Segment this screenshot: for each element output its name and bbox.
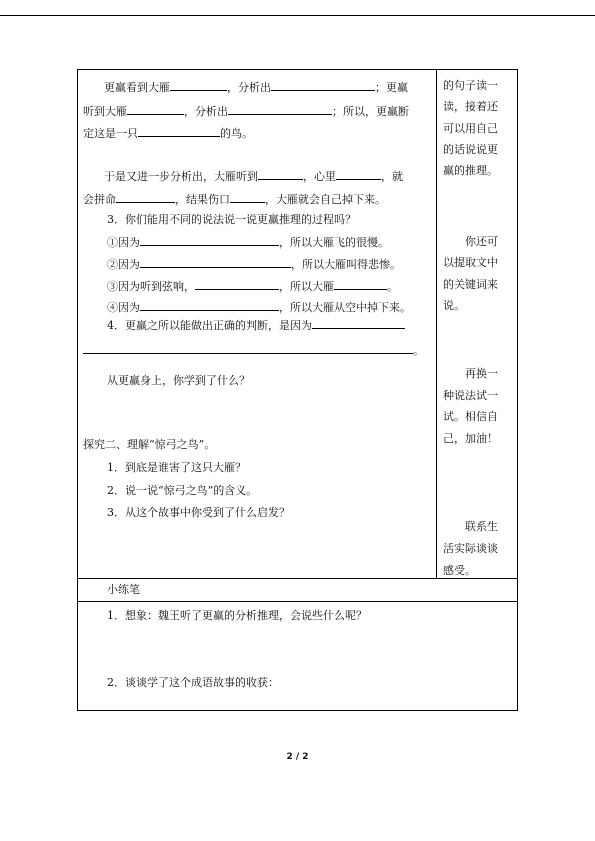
side-note-3-line: 己，加油！ xyxy=(443,432,498,445)
side-note-1-line: 的话说说更 xyxy=(443,143,498,156)
side-note-3-line: 再换一 xyxy=(465,367,498,380)
side-note-1-line: 羸的推理。 xyxy=(443,164,498,177)
answer-blank[interactable] xyxy=(140,256,291,268)
answer-blank[interactable] xyxy=(140,299,279,311)
answer-blank[interactable] xyxy=(140,234,279,246)
side-note-3-line: 种说法试一 xyxy=(443,389,498,402)
side-note-1-line: 的句子读一 xyxy=(443,79,498,92)
side-note-1-line: 读，接着还 xyxy=(443,100,498,113)
explore-2-title: 探究二、理解“惊弓之鸟”。 xyxy=(83,438,216,451)
side-note-3-line: 试。相信自 xyxy=(443,410,498,423)
explore-question-2: 2．说一说“惊弓之鸟”的含义。 xyxy=(107,484,258,497)
reasoning-line-4: ④因为 ，所以大雁从空中掉下来。 xyxy=(107,301,411,314)
answer-blank[interactable] xyxy=(83,342,413,354)
row-divider-2 xyxy=(77,601,518,602)
analysis-line-1: 更羸看到大雁 ，分析出 ；更羸 xyxy=(104,81,408,94)
practice-question-1: 1．想象：魏王听了更羸的分析推理，会说些什么呢？ xyxy=(107,609,367,622)
side-note-4-line: 活实际谈谈 xyxy=(443,542,498,555)
reasoning-line-2: ②因为 ，所以大雁叫得悲惨。 xyxy=(107,258,401,271)
answer-blank[interactable] xyxy=(195,278,279,290)
answer-blank[interactable] xyxy=(127,103,184,115)
side-note-2-line: 说。 xyxy=(443,299,465,312)
question-4-continued: 。 xyxy=(83,342,424,358)
answer-blank[interactable] xyxy=(334,278,387,290)
explore-question-3: 3．从这个故事中你受到了什么启发？ xyxy=(107,506,290,519)
answer-blank[interactable] xyxy=(271,79,375,91)
answer-blank[interactable] xyxy=(138,125,220,137)
practice-title: 小练笔 xyxy=(107,583,140,596)
answer-blank[interactable] xyxy=(312,317,405,329)
answer-blank[interactable] xyxy=(116,191,175,203)
question-4: 4．更羸之所以能做出正确的判断，是因为 xyxy=(107,317,405,333)
analysis-line-3: 定这是一只 的鸟。 xyxy=(83,127,253,140)
side-note-4-line: 联系生 xyxy=(465,520,498,533)
answer-blank[interactable] xyxy=(230,191,265,203)
answer-blank[interactable] xyxy=(228,103,332,115)
analysis-line-2: 听到大雁 ，分析出 ；所以，更羸断 xyxy=(83,105,409,118)
answer-blank[interactable] xyxy=(336,168,381,180)
reasoning-line-1: ①因为 ，所以大雁飞的很慢。 xyxy=(107,236,389,249)
side-note-1-line: 可以用自己 xyxy=(443,122,498,135)
side-note-2-line: 以提取文中 xyxy=(443,256,498,269)
column-divider xyxy=(436,69,437,578)
further-analysis-line-1: 于是又进一步分析出，大雁听到 ，心里 ，就 xyxy=(104,170,403,183)
page-number: 2 / 2 xyxy=(286,752,309,762)
question-3: 3．你们能用不同的说法说一说更羸推理的过程吗？ xyxy=(107,213,356,226)
practice-question-2: 2．谈谈学了这个成语故事的收获： xyxy=(107,676,279,689)
header-rule xyxy=(0,15,595,16)
learned-question: 从更羸身上，你学到了什么？ xyxy=(107,374,250,387)
explore-question-1: 1．到底是谁害了这只大雁？ xyxy=(107,461,246,474)
answer-blank[interactable] xyxy=(170,79,227,91)
side-note-4-line: 感受。 xyxy=(443,564,476,577)
reasoning-line-3: ③因为听到弦响， ，所以大雁 。 xyxy=(107,280,398,293)
answer-blank[interactable] xyxy=(258,168,303,180)
row-divider-1 xyxy=(77,578,518,579)
side-note-2-line: 你还可 xyxy=(465,235,498,248)
further-analysis-line-2: 会拼命 ，结果伤口 ，大雁就会自己掉下来。 xyxy=(83,193,386,206)
side-note-2-line: 的关键词来 xyxy=(443,278,498,291)
